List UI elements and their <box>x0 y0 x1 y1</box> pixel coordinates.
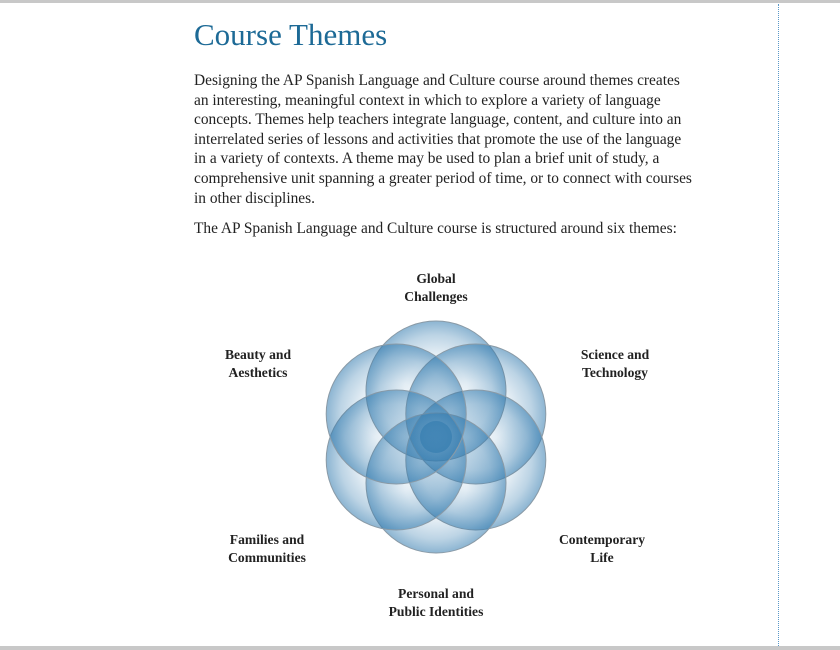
page-title: Course Themes <box>194 17 388 52</box>
page-content <box>194 14 694 239</box>
venn-circles <box>326 321 546 553</box>
theme-circle <box>406 344 546 484</box>
top-rule <box>0 0 840 3</box>
margin-guide-line <box>778 4 779 646</box>
theme-circle <box>326 390 466 530</box>
venn-center-core <box>420 421 452 453</box>
theme-label-personal-public-identities: Personal and Public Identities <box>388 586 484 619</box>
theme-label-families-communities: Families and Communities <box>228 532 306 565</box>
theme-label-beauty-aesthetics: Beauty and Aesthetics <box>224 347 292 380</box>
theme-circle <box>326 344 466 484</box>
theme-circle <box>366 321 506 461</box>
bottom-rule <box>0 646 840 650</box>
theme-circle <box>406 390 546 530</box>
intro-paragraph: Designing the AP Spanish Language and Culture course around themes creates an interesting, meaningful context in which to explore a variety of language concepts. Themes help teachers integrate language, content, and culture into an interrelated series of lessons and activities that promote the use of the language in a variety of contexts. A theme may be used to plan a brief unit of study, a comprehensive unit spanning a greater period of time, or to connect with courses in other disciplines. <box>194 72 692 207</box>
theme-circle <box>366 413 506 553</box>
theme-label-global-challenges: Global Challenges <box>404 271 468 304</box>
theme-label-science-technology: Science and Technology <box>580 347 650 380</box>
themes-intro-paragraph: The AP Spanish Language and Culture course is structured around six themes: <box>194 220 677 238</box>
theme-label-contemporary-life: Contemporary Life <box>558 532 646 565</box>
